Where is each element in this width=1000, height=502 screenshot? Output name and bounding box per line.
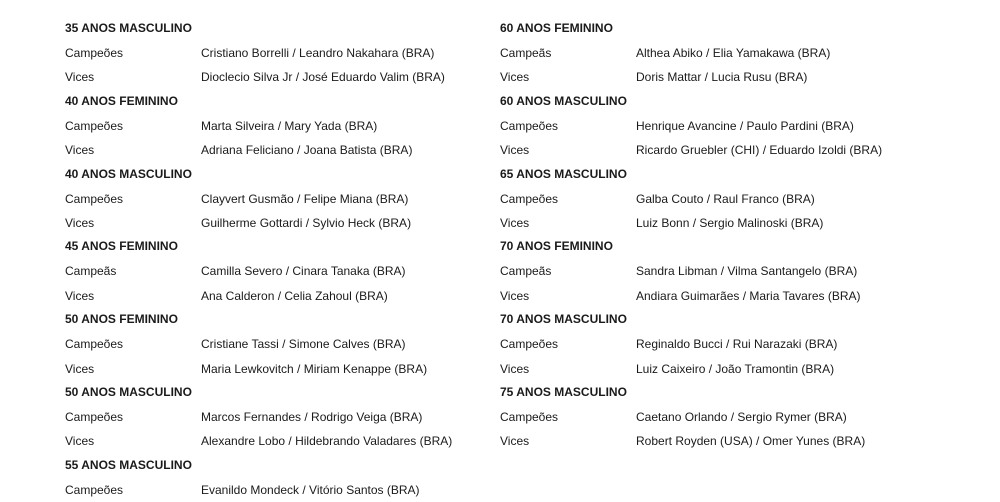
category-title: 45 ANOS FEMININO <box>65 239 178 254</box>
result-label: Campeãs <box>65 264 117 279</box>
result-row <box>65 65 452 89</box>
result-names: Marta Silveira / Mary Yada (BRA) <box>201 118 378 133</box>
category-section <box>500 381 882 454</box>
result-row <box>65 332 452 356</box>
category-title: 65 ANOS MASCULINO <box>500 166 627 181</box>
result-names: Henrique Avancine / Paulo Pardini (BRA) <box>636 118 854 133</box>
result-names: Evanildo Mondeck / Vitório Santos (BRA) <box>201 482 420 497</box>
result-row <box>500 357 882 381</box>
result-names: Cristiane Tassi / Simone Calves (BRA) <box>201 337 406 352</box>
result-row <box>500 65 882 89</box>
result-row <box>500 405 882 429</box>
result-label: Campeãs <box>500 46 552 60</box>
category-section <box>65 17 452 90</box>
result-names: Ana Calderon / Celia Zahoul (BRA) <box>201 288 388 303</box>
result-label: Vices <box>65 361 95 376</box>
result-label: Campeões <box>65 191 124 206</box>
result-label: Vices <box>500 434 530 449</box>
category-title: 75 ANOS MASCULINO <box>500 384 627 399</box>
result-label: Campeões <box>65 118 124 133</box>
result-row <box>500 211 882 235</box>
category-title: 60 ANOS MASCULINO <box>500 93 627 108</box>
category-title: 50 ANOS MASCULINO <box>65 384 192 399</box>
result-row <box>65 187 452 211</box>
result-label: Vices <box>500 215 530 230</box>
category-title: 50 ANOS FEMININO <box>65 312 178 327</box>
result-names: Maria Lewkovitch / Miriam Kenappe (BRA) <box>201 361 428 376</box>
result-names: Doris Mattar / Lucia Rusu (BRA) <box>636 70 808 85</box>
category-title: 60 ANOS FEMININO <box>500 21 613 35</box>
result-label: Vices <box>500 361 530 376</box>
result-row <box>500 41 882 65</box>
result-names: Althea Abiko / Elia Yamakawa (BRA) <box>636 46 831 60</box>
result-names: Dioclecio Silva Jr / José Eduardo Valim (BRA) <box>201 70 445 85</box>
result-row <box>65 357 452 381</box>
result-names: Reginaldo Bucci / Rui Narazaki (BRA) <box>636 337 838 352</box>
category-section <box>65 163 452 236</box>
category-section <box>500 90 882 163</box>
category-title: 70 ANOS FEMININO <box>500 239 613 254</box>
right-column <box>500 17 882 454</box>
result-row <box>500 259 882 283</box>
result-names: Robert Royden (USA) / Omer Yunes (BRA) <box>636 434 866 449</box>
category-section <box>65 454 452 502</box>
result-label: Vices <box>65 70 95 85</box>
category-section <box>65 90 452 163</box>
result-row <box>500 284 882 308</box>
result-row <box>65 259 452 283</box>
result-label: Campeões <box>500 118 559 133</box>
result-names: Ricardo Gruebler (CHI) / Eduardo Izoldi (BRA) <box>636 143 883 158</box>
category-section <box>65 235 452 308</box>
result-row <box>65 405 452 429</box>
result-label: Vices <box>65 143 95 158</box>
result-label: Campeões <box>500 337 559 352</box>
result-label: Vices <box>500 70 530 85</box>
category-title: 55 ANOS MASCULINO <box>65 457 192 472</box>
category-section <box>500 308 882 381</box>
result-names: Alexandre Lobo / Hildebrando Valadares (BRA) <box>201 434 453 449</box>
result-names: Adriana Feliciano / Joana Batista (BRA) <box>201 143 413 158</box>
result-label: Vices <box>65 288 95 303</box>
result-label: Vices <box>65 215 95 230</box>
result-label: Campeões <box>65 482 124 497</box>
result-row <box>65 284 452 308</box>
result-row <box>500 187 882 211</box>
result-names: Galba Couto / Raul Franco (BRA) <box>636 191 815 206</box>
result-row <box>500 114 882 138</box>
result-label: Vices <box>500 143 530 158</box>
result-row <box>65 114 452 138</box>
result-names: Luiz Caixeiro / João Tramontin (BRA) <box>636 361 835 376</box>
category-title: 40 ANOS FEMININO <box>65 93 178 108</box>
result-names: Cristiano Borrelli / Leandro Nakahara (BRA) <box>201 46 435 60</box>
category-title: 35 ANOS MASCULINO <box>65 21 192 35</box>
result-row <box>65 41 452 65</box>
result-label: Campeões <box>65 337 124 352</box>
category-section <box>65 308 452 381</box>
result-names: Camilla Severo / Cinara Tanaka (BRA) <box>201 264 406 279</box>
result-label: Campeões <box>65 409 124 424</box>
left-column <box>65 17 452 502</box>
result-label: Vices <box>500 288 530 303</box>
result-row <box>65 478 452 502</box>
result-row <box>65 211 452 235</box>
result-label: Campeões <box>500 409 559 424</box>
result-label: Campeões <box>500 191 559 206</box>
result-names: Marcos Fernandes / Rodrigo Veiga (BRA) <box>201 409 423 424</box>
category-title: 70 ANOS MASCULINO <box>500 312 627 327</box>
result-row <box>500 138 882 162</box>
category-section <box>65 381 452 454</box>
result-label: Campeões <box>65 46 124 60</box>
category-section <box>500 163 882 236</box>
result-names: Sandra Libman / Vilma Santangelo (BRA) <box>636 264 858 279</box>
result-row <box>65 429 452 453</box>
result-row <box>500 332 882 356</box>
category-section <box>500 235 882 308</box>
result-label: Vices <box>65 434 95 449</box>
category-title: 40 ANOS MASCULINO <box>65 166 192 181</box>
result-row <box>65 138 452 162</box>
result-names: Clayvert Gusmão / Felipe Miana (BRA) <box>201 191 409 206</box>
result-names: Andiara Guimarães / Maria Tavares (BRA) <box>636 288 861 303</box>
result-names: Luiz Bonn / Sergio Malinoski (BRA) <box>636 215 824 230</box>
result-names: Guilherme Gottardi / Sylvio Heck (BRA) <box>201 215 412 230</box>
result-label: Campeãs <box>500 264 552 279</box>
result-row <box>500 429 882 453</box>
category-section <box>500 17 882 90</box>
result-names: Caetano Orlando / Sergio Rymer (BRA) <box>636 409 847 424</box>
